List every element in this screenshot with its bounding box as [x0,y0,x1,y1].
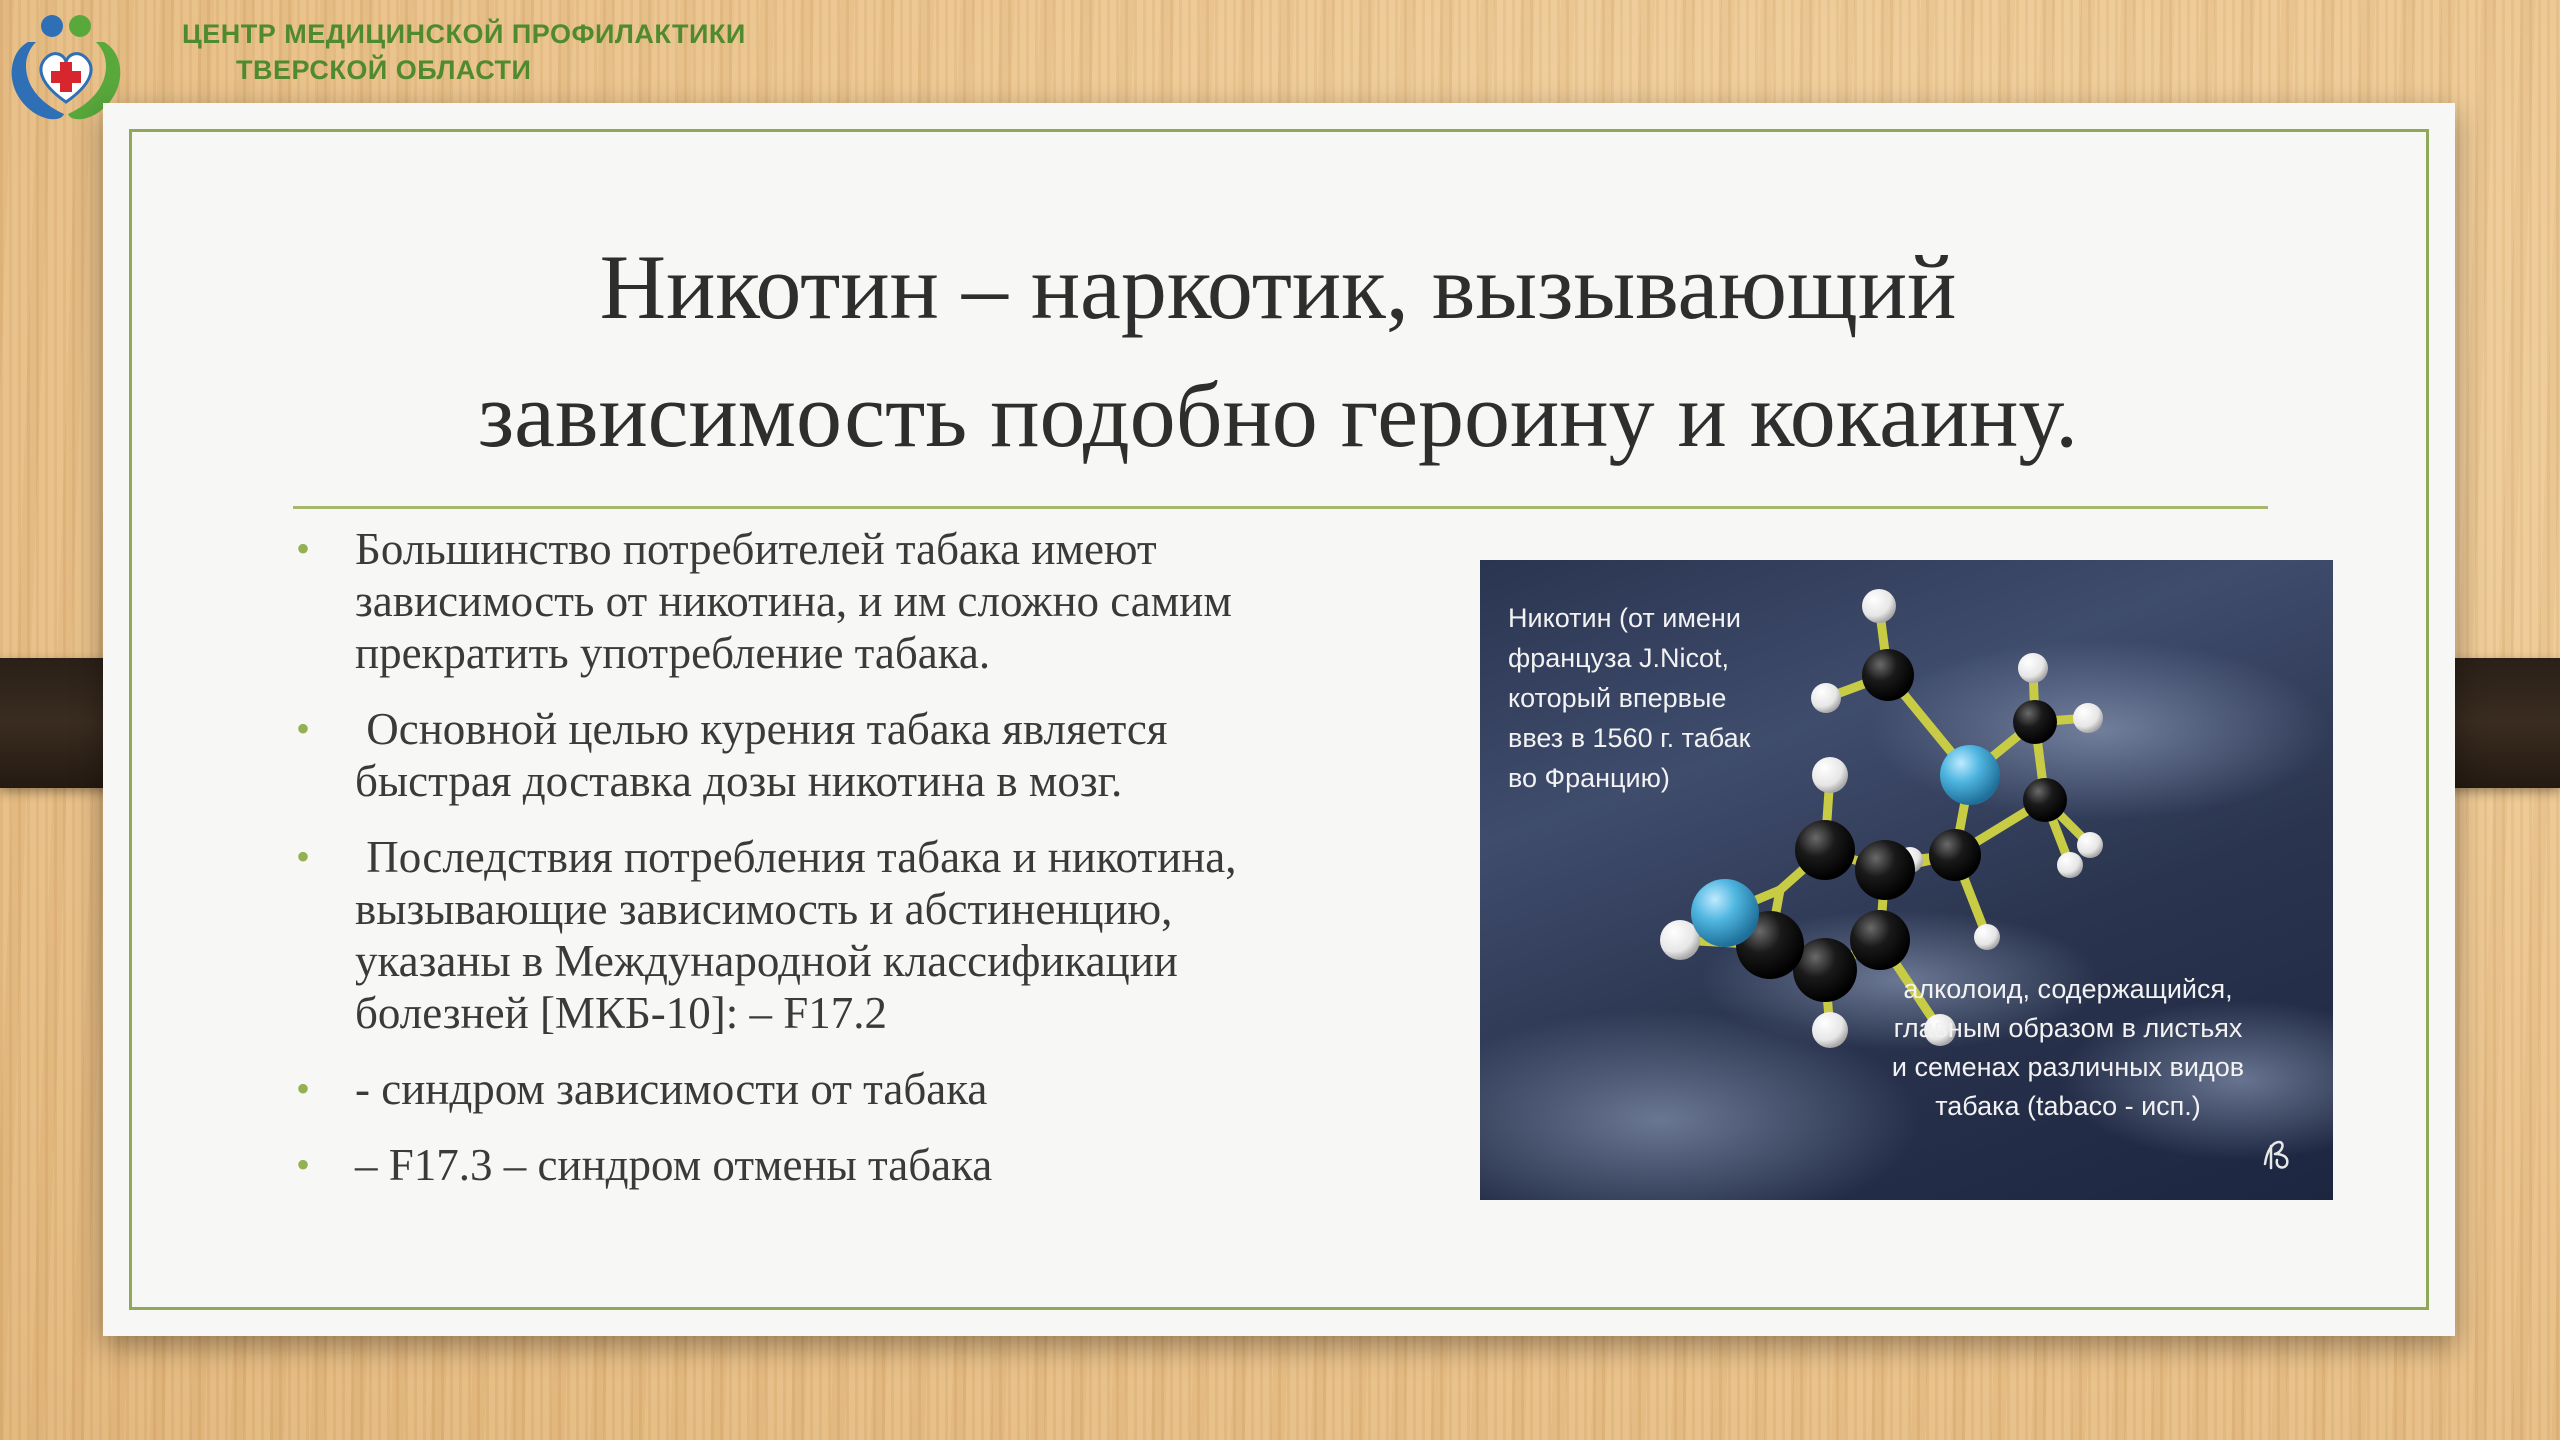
slide-title [223,223,2333,479]
bullet-dot-icon: • [296,1142,311,1187]
bullet-item [290,703,1490,807]
molecule-caption-top: Никотин (от имени француза J.Nicot, который впервые ввез в 1560 г. табак во Францию) [1508,603,1751,793]
organization-name-line2: ТВЕРСКОЙ ОБЛАСТИ [236,55,532,85]
molecule-caption-bottom: алколоид, содержащийся, главным образом в листьях и семенах различных видов табака (tabaco - исп.) [1891,974,2245,1121]
signature-mark-icon [2257,1134,2297,1174]
organization-name [182,16,746,88]
slide-title-line2: зависимость подобно героину и кокаину. [477,364,2079,466]
bullet-dot-icon: • [296,706,311,751]
bullet-text: Основной целью курения табака является быстрая доставка дозы никотина в мозг. [355,704,1168,806]
bullet-text: - синдром зависимости от табака [355,1064,988,1114]
nicotine-molecule-image [1480,560,2333,1200]
bullet-item [290,1139,1490,1191]
slide-card [103,103,2455,1336]
bullet-dot-icon: • [296,1066,311,1111]
bullet-item [290,831,1490,1039]
bullet-item [290,1063,1490,1115]
bullet-dot-icon: • [296,834,311,879]
bullet-list [290,523,1490,1215]
bullet-item [290,523,1490,679]
organization-name-line1: ЦЕНТР МЕДИЦИНСКОЙ ПРОФИЛАКТИКИ [182,19,746,49]
bullet-dot-icon: • [296,526,311,571]
bullet-text: Последствия потребления табака и никотина, вызывающие зависимость и абстиненцию, указаны в Международной классификации болезней [МКБ-10]: – F17.2 [355,832,1237,1038]
bullet-text: – F17.3 – синдром отмены табака [355,1140,993,1190]
title-divider [293,506,2268,509]
bullet-text: Большинство потребителей табака имеют зависимость от никотина, и им сложно самим прекратить употребление табака. [355,524,1232,678]
slide-title-line1: Никотин – наркотик, вызывающий [599,236,1957,338]
